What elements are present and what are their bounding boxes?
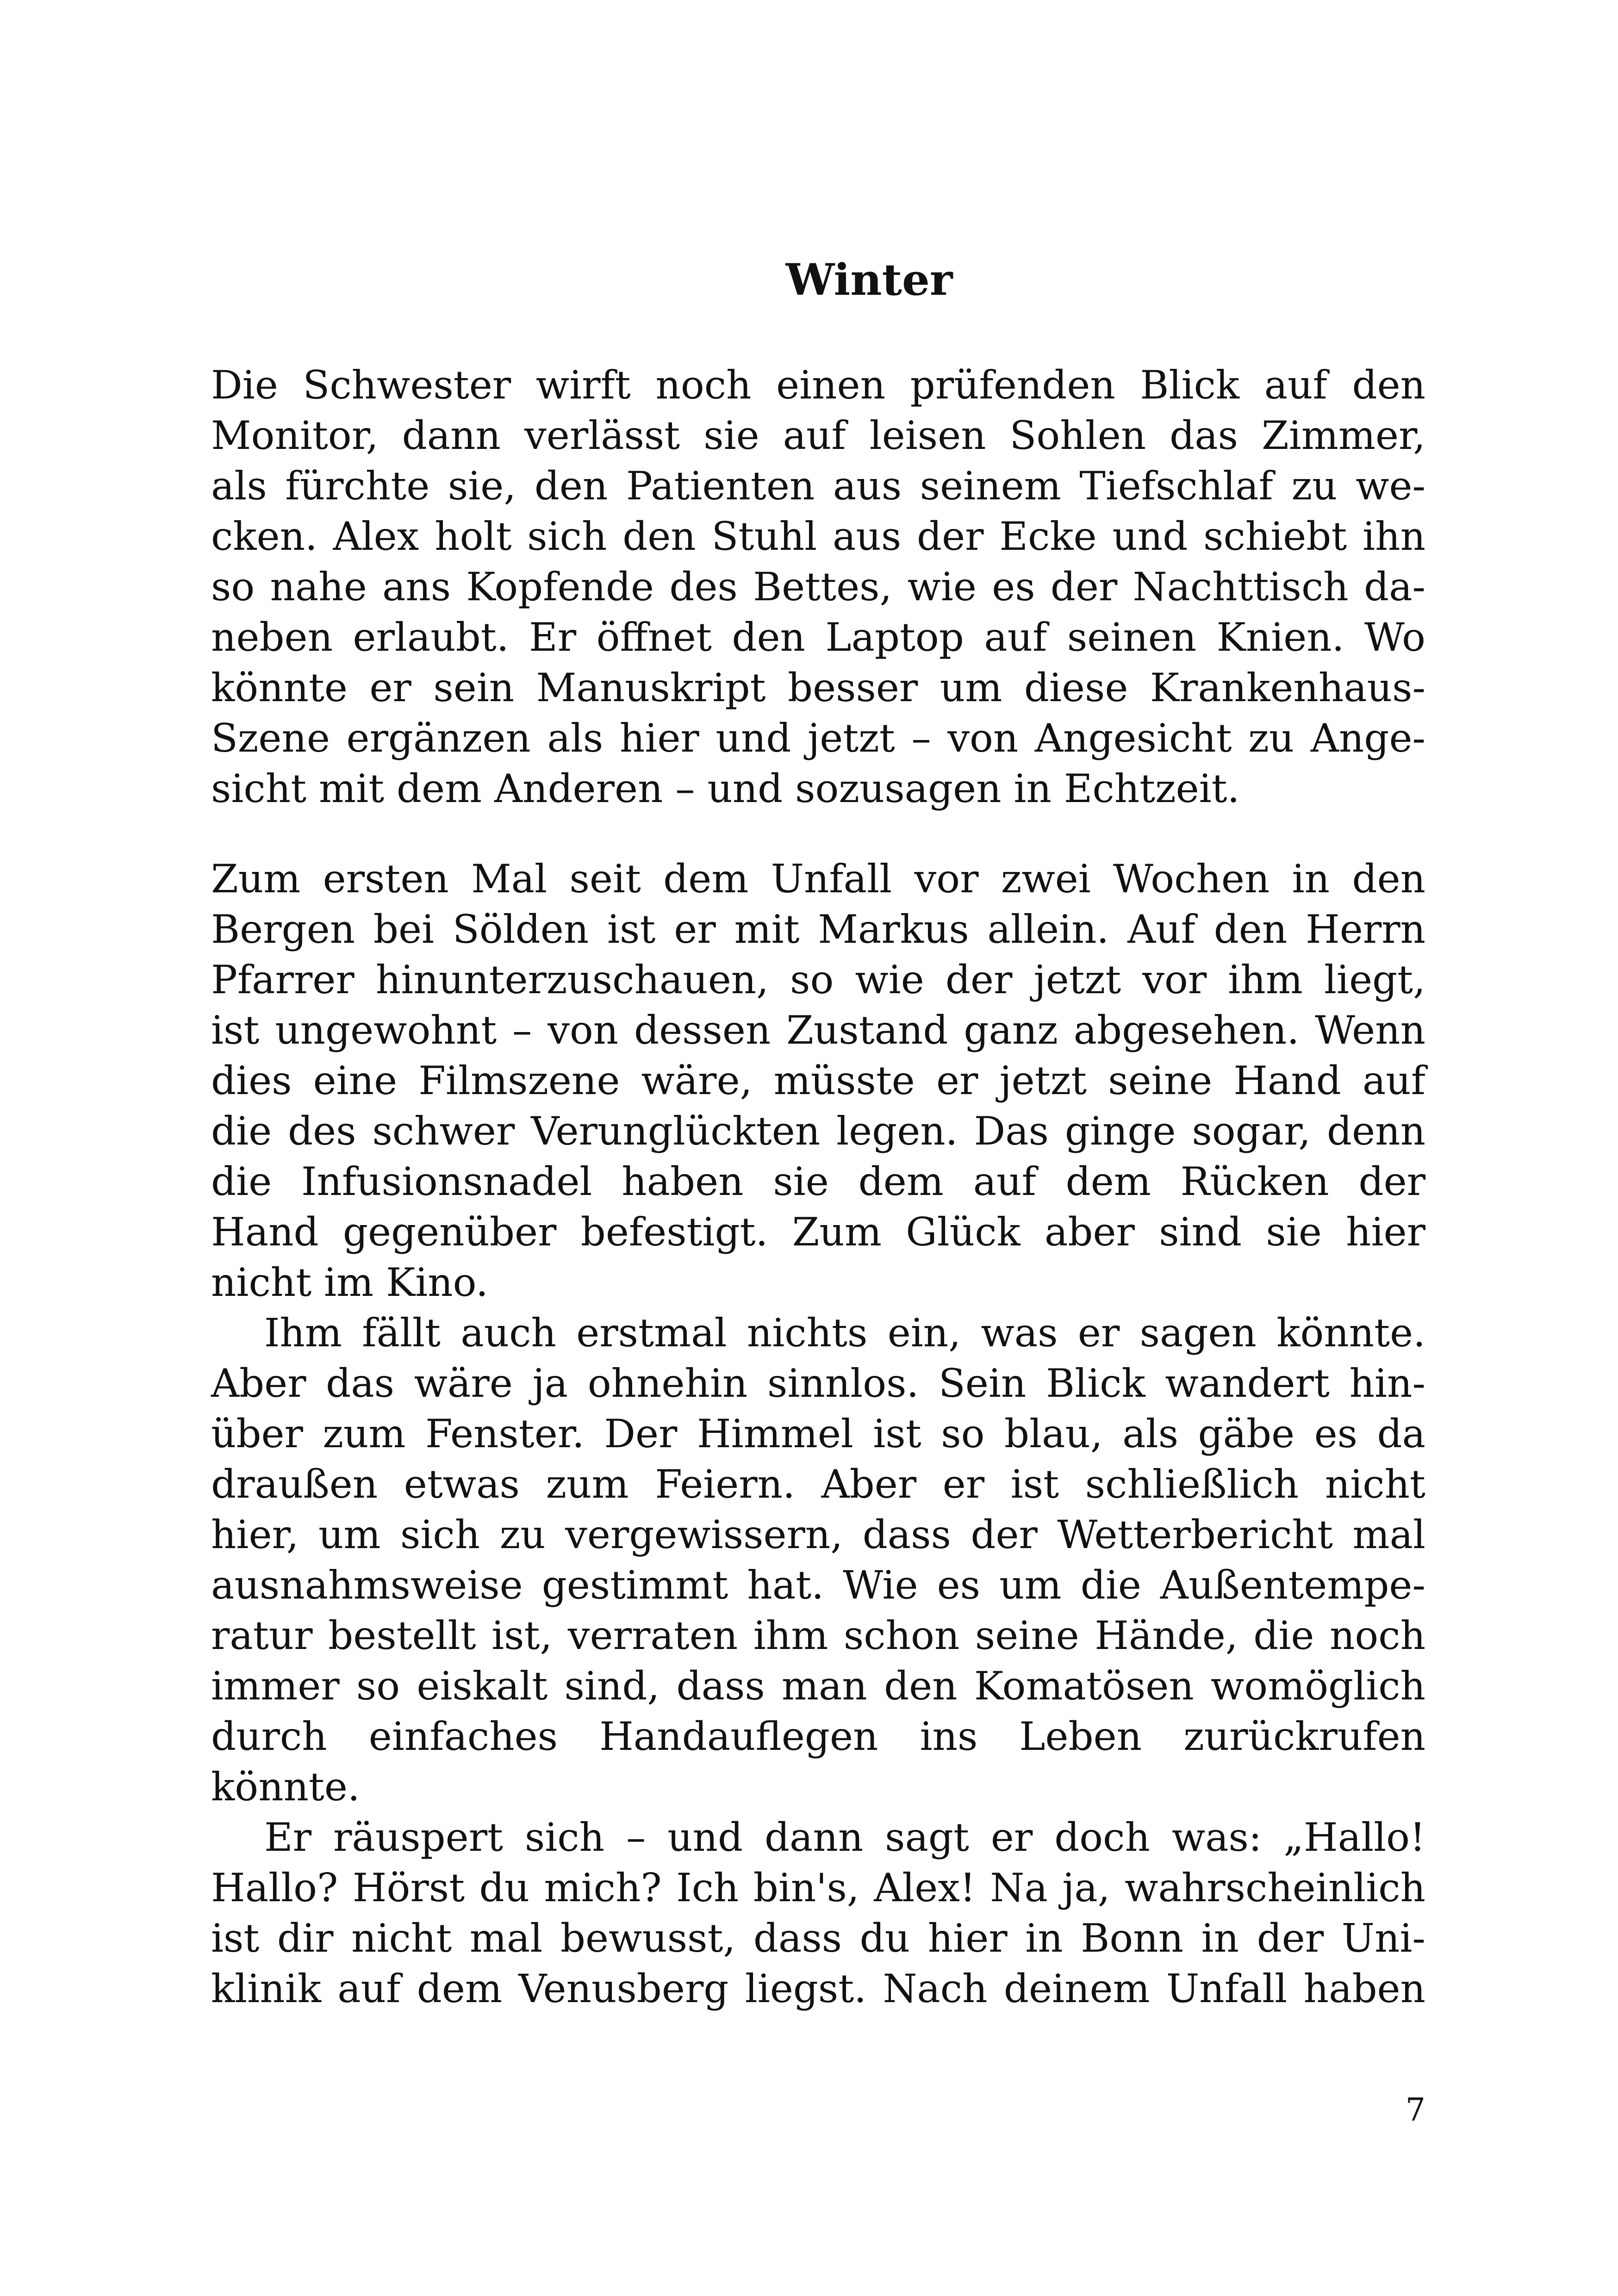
text-line: Ihm fällt auch erstmal nichts ein, was er sagen könnte. [264, 1310, 1425, 1356]
text-line: Hand gegenüber befestigt. Zum Glück aber sind sie hier [211, 1209, 1425, 1255]
text-line: neben erlaubt. Er öffnet den Laptop auf seinen Knien. Wo [211, 615, 1425, 660]
text-line: Hallo? Hörst du mich? Ich bin's, Alex! Na ja, wahrscheinlich [211, 1865, 1425, 1910]
chapter-title: Winter [785, 255, 953, 305]
text-line: Monitor, dann verlässt sie auf leisen Sohlen das Zimmer, [211, 413, 1425, 458]
text-line: Szene ergänzen als hier und jetzt – von Angesicht zu Ange- [211, 716, 1425, 761]
text-line: immer so eiskalt sind, dass man den Komatösen womöglich [211, 1663, 1425, 1709]
text-line: die Infusionsnadel haben sie dem auf dem Rücken der [211, 1159, 1425, 1204]
text-line: Die Schwester wirft noch einen prüfenden Blick auf den [211, 362, 1425, 408]
text-line: cken. Alex holt sich den Stuhl aus der Ecke und schiebt ihn [211, 514, 1425, 559]
text-line: sicht mit dem Anderen – und sozusagen in Echtzeit. [211, 766, 1240, 811]
text-line: Er räuspert sich – und dann sagt er doch was: „Hallo! [264, 1815, 1425, 1860]
text-line: als fürchte sie, den Patienten aus seinem Tiefschlaf zu we- [211, 463, 1425, 509]
text-line: hier, um sich zu vergewissern, dass der Wetterbericht mal [211, 1512, 1425, 1557]
text-line: ausnahmsweise gestimmt hat. Wie es um die Außentempe- [211, 1562, 1425, 1608]
text-line: Zum ersten Mal seit dem Unfall vor zwei Wochen in den [211, 856, 1425, 902]
text-line: so nahe ans Kopfende des Bettes, wie es der Nachttisch da- [211, 564, 1425, 610]
text-line: Pfarrer hinunterzuschauen, so wie der jetzt vor ihm liegt, [211, 957, 1425, 1002]
text-line: klinik auf dem Venusberg liegst. Nach deinem Unfall haben [211, 1966, 1425, 2011]
text-line: Bergen bei Sölden ist er mit Markus allein. Auf den Herrn [211, 907, 1425, 952]
page-number: 7 [1405, 2092, 1425, 2128]
text-line: Aber das wäre ja ohnehin sinnlos. Sein Blick wandert hin- [211, 1361, 1425, 1406]
text-line: ist dir nicht mal bewusst, dass du hier in Bonn in der Uni- [211, 1916, 1425, 1961]
text-line: ist ungewohnt – von dessen Zustand ganz abgesehen. Wenn [211, 1008, 1425, 1053]
text-line: nicht im Kino. [211, 1260, 488, 1305]
text-line: draußen etwas zum Feiern. Aber er ist schließlich nicht [211, 1462, 1425, 1507]
text-line: könnte. [211, 1764, 360, 1810]
paragraph-1 [211, 360, 1425, 814]
text-line: dies eine Filmszene wäre, müsste er jetzt seine Hand auf [211, 1058, 1425, 1103]
text-line: durch einfaches Handauflegen ins Leben zurückrufen [211, 1714, 1425, 1759]
text-line: die des schwer Verunglückten legen. Das ginge sogar, denn [211, 1108, 1425, 1154]
text-line: ratur bestellt ist, verraten ihm schon seine Hände, die noch [211, 1613, 1425, 1658]
paragraph-group [211, 854, 1425, 2014]
text-line: über zum Fenster. Der Himmel ist so blau, als gäbe es da [211, 1411, 1425, 1456]
text-line: könnte er sein Manuskript besser um diese Krankenhaus- [211, 665, 1425, 710]
